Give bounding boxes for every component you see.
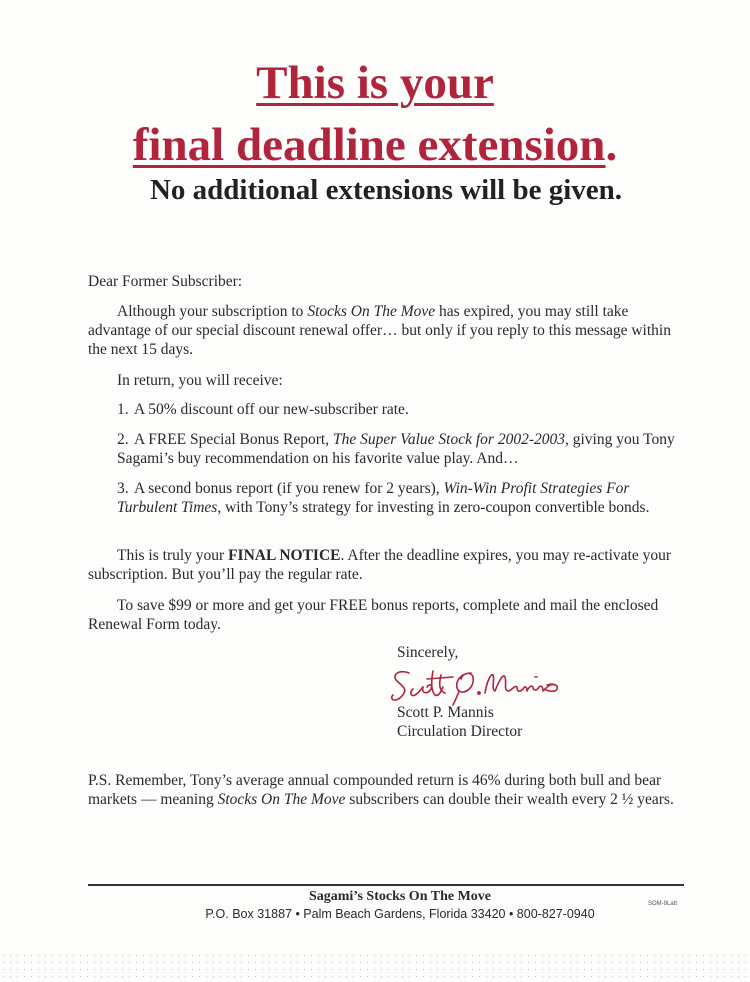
salutation: Dear Former Subscriber: <box>88 273 243 290</box>
closing: Sincerely, <box>397 644 459 661</box>
list-text-after: , giving you Tony Sagami’s buy recommendation on his favorite value play. And… <box>117 431 675 467</box>
headline-line-2 <box>0 119 750 171</box>
footer-company-name: Sagami’s Stocks On The Move <box>308 889 491 904</box>
footer-divider <box>88 884 684 886</box>
publication-title: Stocks On The Move <box>217 791 346 808</box>
headline-period: . <box>605 119 618 171</box>
list-item <box>117 430 677 468</box>
headline-text-1: This is your <box>256 57 494 109</box>
list-item <box>117 400 677 419</box>
list-number: 3. <box>117 480 129 497</box>
list-number: 2. <box>117 431 129 448</box>
publication-title: Stocks On The Move <box>307 303 436 320</box>
paragraph-expired <box>88 302 688 359</box>
postscript <box>88 771 688 809</box>
footer-address: P.O. Box 31887 • Palm Beach Gardens, Florida 33420 • 800-827-0940 <box>205 907 595 921</box>
para1-text-b: has expired, you may still take advantage of our special discount renewal offer… but only if you reply to this message within the next 15 days. <box>88 303 671 358</box>
paragraph-final-notice <box>88 546 688 584</box>
list-number: 1. <box>117 401 129 418</box>
para1-text-a: Although your subscription to <box>117 303 308 320</box>
list-text: A FREE Special Bonus Report, <box>134 431 333 448</box>
headline-line-1 <box>0 57 750 109</box>
para2-text-a: This is truly your <box>117 547 229 564</box>
benefits-intro: In return, you will receive: <box>117 372 283 389</box>
list-item <box>117 479 677 517</box>
handwritten-signature <box>387 665 567 707</box>
paragraph-call-to-action: To save $99 or more and get your FREE bonus reports, complete and mail the enclosed Renewal Form today. <box>88 597 659 633</box>
signer-name: Scott P. Mannis <box>397 704 494 721</box>
ps-text-b: subscribers can double their wealth every 2 ½ years. <box>345 791 674 808</box>
para2-text-b: . After the deadline expires, you may re-activate your subscription. But you’ll pay the regular rate. <box>88 547 672 583</box>
headline-text-2: final deadline extension <box>132 119 606 171</box>
list-text: A 50% discount off our new-subscriber rate. <box>134 401 409 418</box>
ps-text-a: P.S. Remember, Tony’s average annual compounded return is 46% during both bull and bear markets — meaning <box>88 772 662 808</box>
list-text: A second bonus report (if you renew for 2 years), <box>134 480 444 497</box>
subheadline: No additional extensions will be given. <box>149 174 623 206</box>
final-notice-emphasis: FINAL NOTICE <box>228 547 341 564</box>
bonus-report-title: The Super Value Stock for 2002-2003 <box>332 431 565 448</box>
perforation-dots <box>0 952 750 982</box>
bonus-report-title: Win-Win Profit Strategies For Turbulent Times <box>117 480 630 516</box>
list-text-after: , with Tony’s strategy for investing in zero-coupon convertible bonds. <box>217 499 650 516</box>
signer-title: Circulation Director <box>397 723 523 740</box>
document-code: SOM-9Latt <box>648 901 678 907</box>
